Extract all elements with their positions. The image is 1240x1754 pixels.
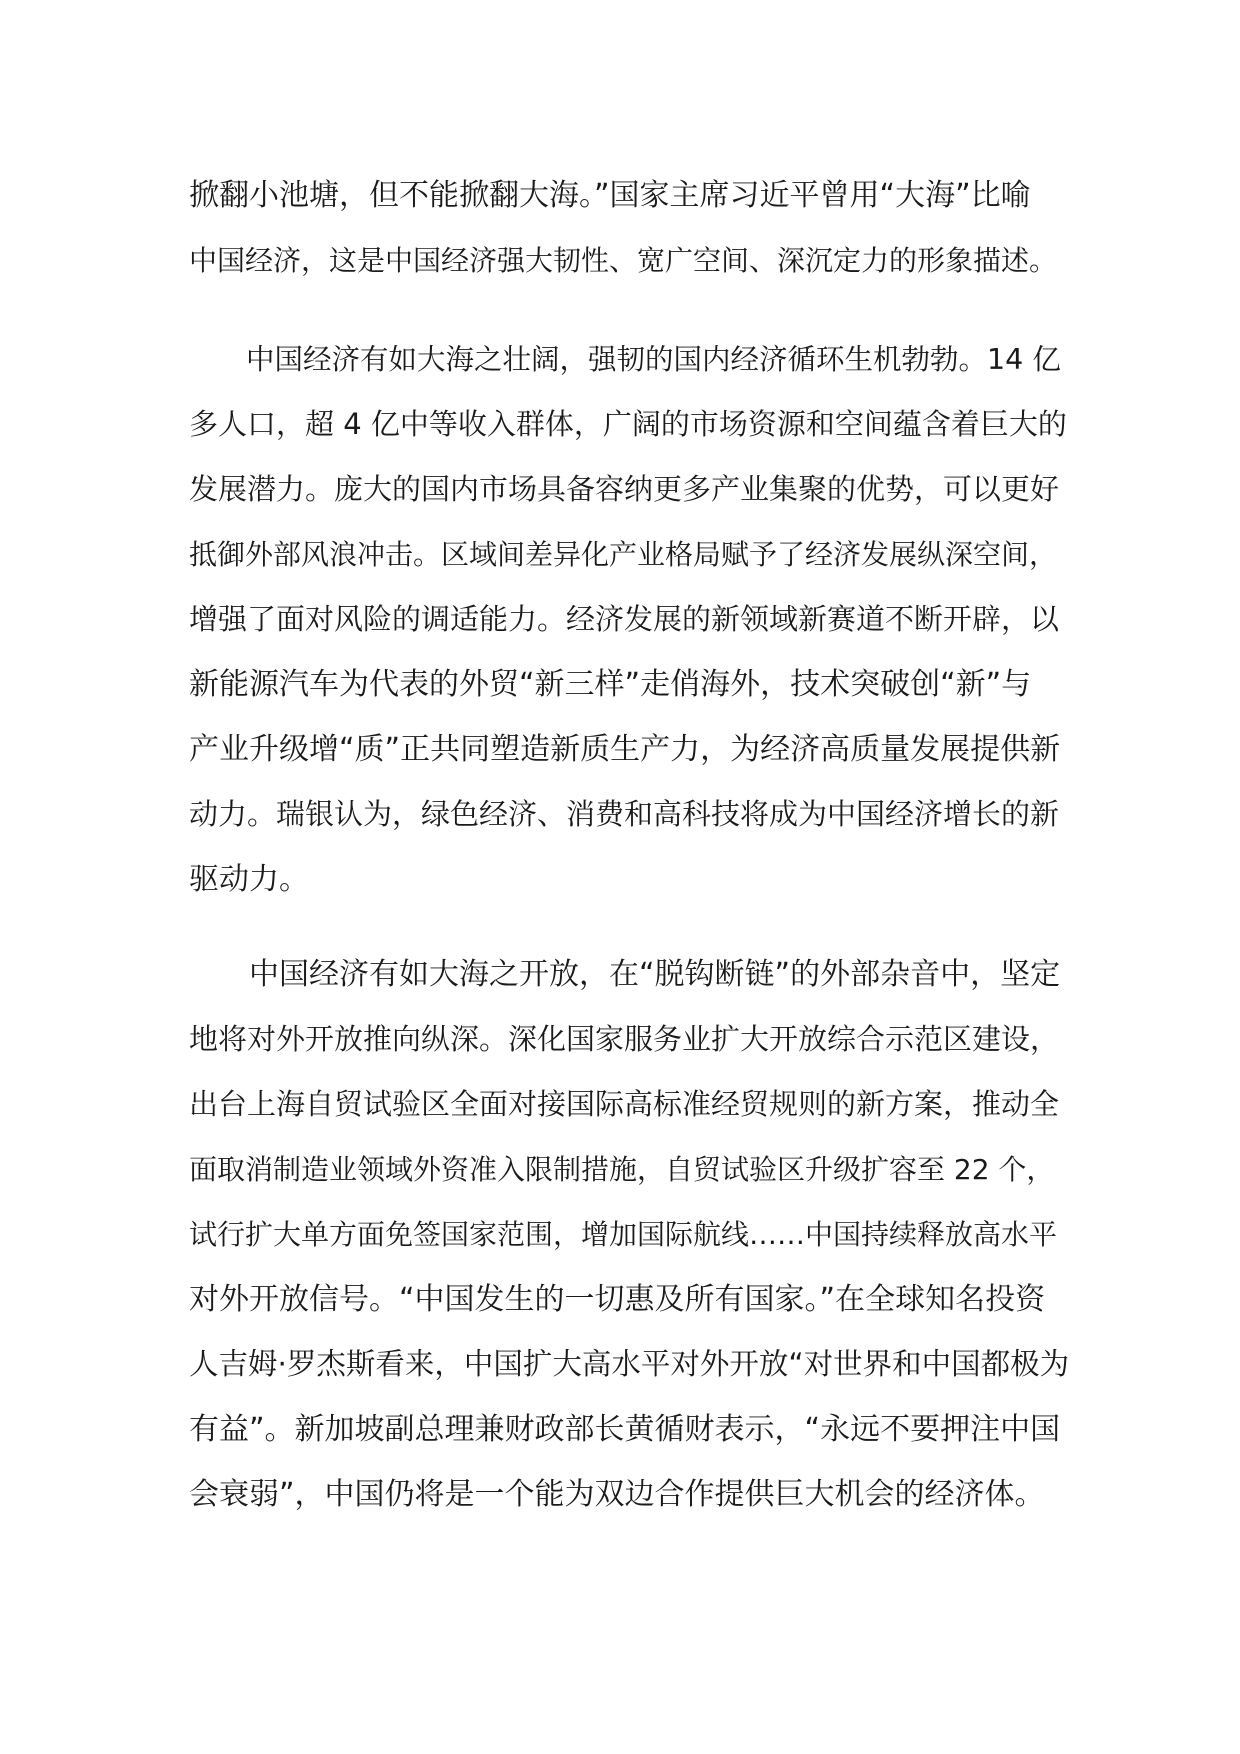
paragraph-line: 发展潜力。庞大的国内市场具备容纳更多产业集聚的优势，可以更好 — [189, 472, 1060, 506]
paragraph-line: 动力。瑞银认为，绿色经济、消费和高科技将成为中国经济增长的新 — [189, 797, 1060, 831]
paragraph-line: 驱动力。 — [189, 862, 309, 897]
paragraph-line: 会衰弱”，中国仍将是一个能为双边合作提供巨大机会的经济体。 — [189, 1477, 1045, 1512]
paragraph-line: 抵御外部风浪冲击。区域间差异化产业格局赋予了经济发展纵深空间， — [189, 538, 1058, 571]
paragraph-1 — [189, 163, 1069, 293]
paragraph-line: 多人口，超 4 亿中等收入群体，广阔的市场资源和空间蕴含着巨大的 — [189, 407, 1067, 441]
paragraph-line: 对外开放信号。“中国发生的一切惠及所有国家。”在全球知名投资 — [189, 1282, 1046, 1317]
paragraph-line: 有益”。新加坡副总理兼财政部长黄循财表示，“永远不要押注中国 — [189, 1412, 1061, 1447]
paragraph-line: 试行扩大单方面免签国家范围，增加国际航线……中国持续释放高水平 — [189, 1218, 1058, 1251]
paragraph-line: 出台上海自贸试验区全面对接国际高标准经贸规则的新方案，推动全 — [189, 1087, 1060, 1121]
paragraph-line: 新能源汽车为代表的外贸“新三样”走俏海外，技术突破创“新”与 — [189, 667, 1032, 702]
paragraph-2 — [189, 327, 1069, 912]
paragraph-line: 中国经济，这是中国经济强大韧性、宽广空间、深沉定力的形象描述。 — [189, 244, 1058, 277]
paragraph-line: 地将对外开放推向纵深。深化国家服务业扩大开放综合示范区建设， — [189, 1022, 1060, 1056]
paragraph-line: 掀翻小池塘，但不能掀翻大海。”国家主席习近平曾用“大海”比喻 — [189, 178, 1031, 213]
paragraph-3 — [189, 942, 1069, 1527]
paragraph-line: 产业升级增“质”正共同塑造新质生产力，为经济高质量发展提供新 — [189, 732, 1061, 767]
paragraph-line: 中国经济有如大海之开放，在“脱钩断链”的外部杂音中，坚定 — [189, 957, 1061, 992]
paragraph-line: 面取消制造业领域外资准入限制措施，自贸试验区升级扩容至 22 个， — [189, 1153, 1055, 1186]
paragraph-line: 人吉姆·罗杰斯看来，中国扩大高水平对外开放“对世界和中国都极为 — [189, 1347, 1070, 1381]
paragraph-line: 中国经济有如大海之壮阔，强韧的国内经济循环生机勃勃。14 亿 — [189, 343, 1061, 376]
paragraph-line: 增强了面对风险的调适能力。经济发展的新领域新赛道不断开辟，以 — [189, 602, 1060, 636]
